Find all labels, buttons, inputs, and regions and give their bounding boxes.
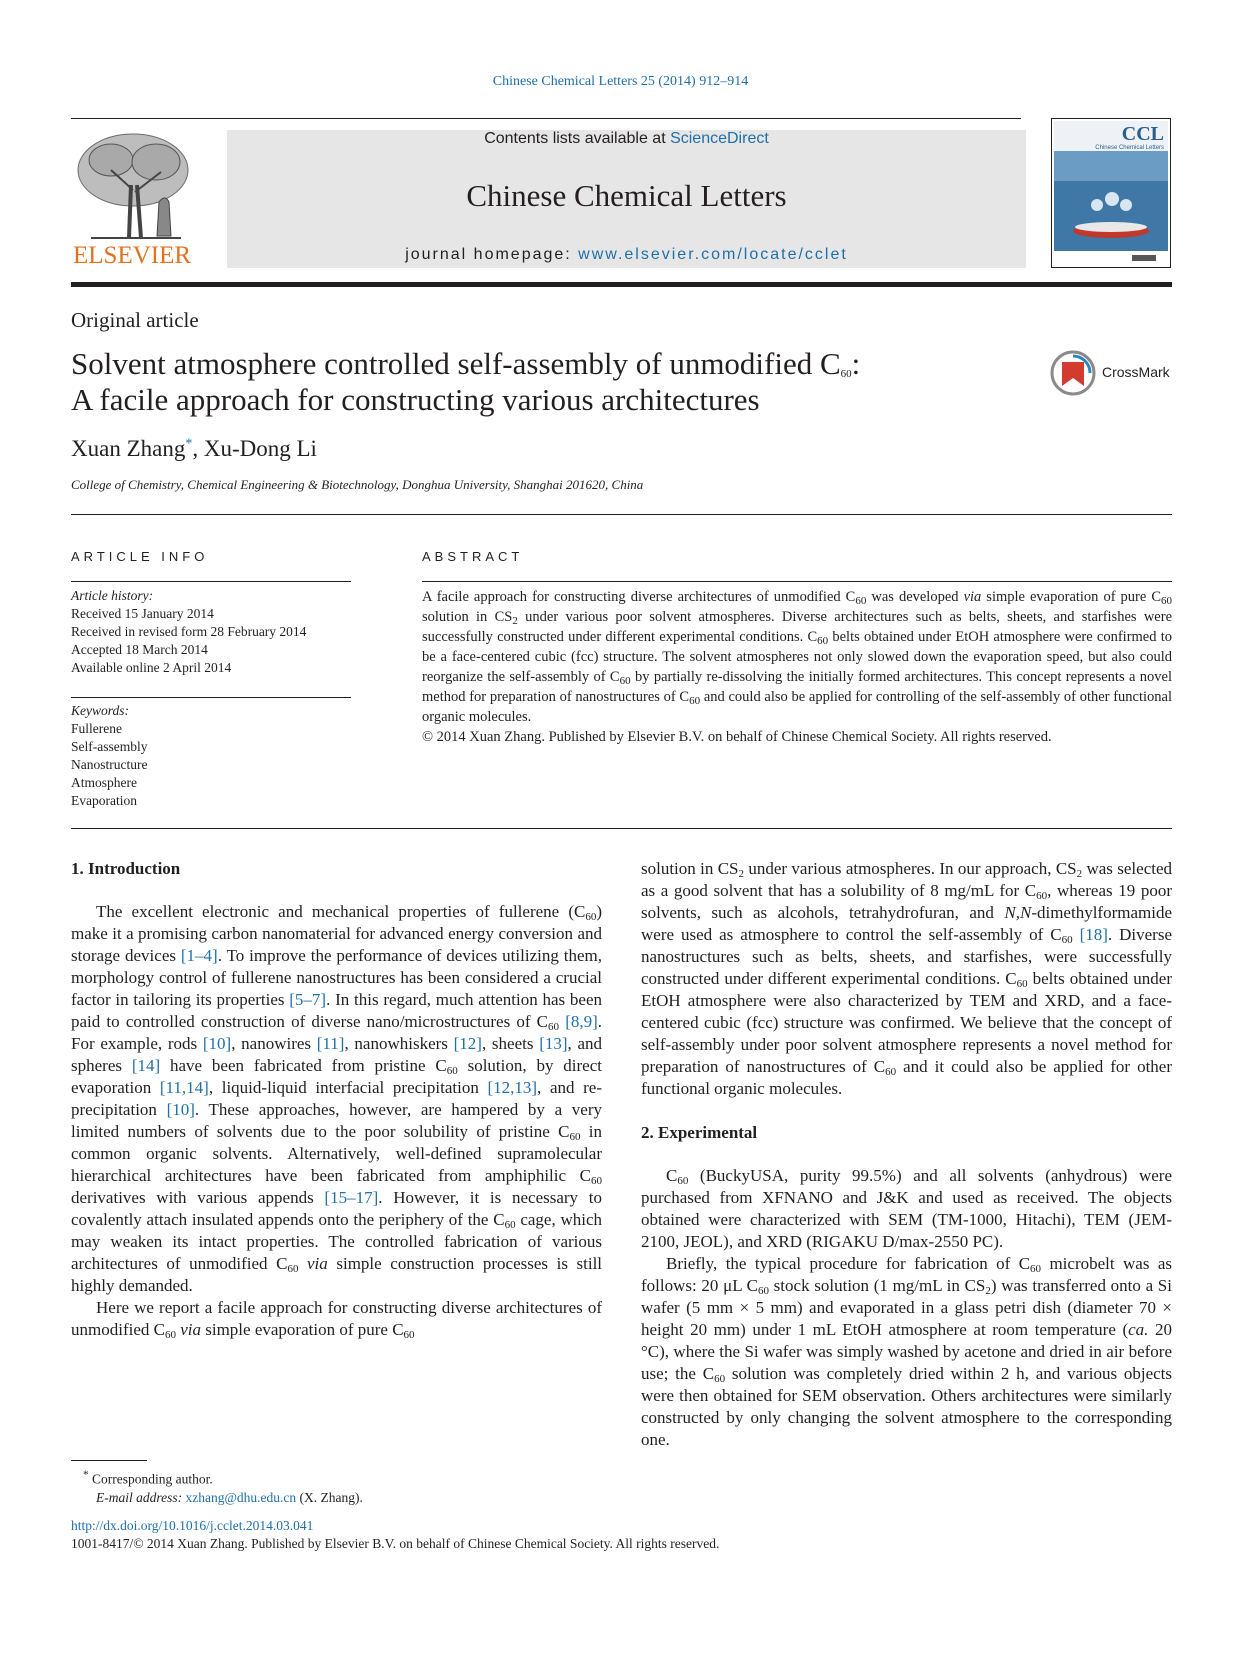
abstract-text: A facile approach for constructing diverse architectures of unmodified $C_{60}$ was developed via simple evaporation of pure $C_{60}$ solution in $CS_2$ under various poor solvent atmospheres. Diverse architectures such as belts, sheets, and starfishes were successfully constructed under different experimental conditions. $C_{60}$ belts obtained under EtOH atmosphere were confirmed to be a face-centered cubic (fcc) structure. The solvent atmospheres not only slowed down the evaporation speed, but also could reorganize the self-assembly of $C_{60}$ by partially re-dissolving the initially formed architectures. This concept represents a novel method for preparation of nanostructures of $C_{60}$ and could also be applied for controlling of the self-assembly of other functional organic molecules. © 2014 Xuan Zhang. Published by Elsevier B.V. on behalf of Chinese Chemical Society. All rights reserved. <box>422 589 1173 745</box>
citation[interactable]: [18] <box>1079 925 1108 944</box>
journal-title: Chinese Chemical Letters <box>466 178 787 213</box>
affiliation: College of Chemistry, Chemical Engineering & Biotechnology, Donghua University, Shanghai 201620, China <box>71 477 644 492</box>
keyword-item: Nanostructure <box>71 757 148 772</box>
journal-banner <box>227 130 1026 268</box>
citation[interactable]: [12,13] <box>487 1078 538 1097</box>
title-line2: A facile approach for constructing various architectures <box>71 382 760 417</box>
citation[interactable]: [10] <box>202 1034 232 1053</box>
issn-copyright: 1001-8417/© 2014 Xuan Zhang. Published by Elsevier B.V. on behalf of Chinese Chemical Society. All rights reserved. <box>71 1536 720 1551</box>
journal-reference[interactable]: Chinese Chemical Letters 25 (2014) 912–914 <box>492 74 749 89</box>
history-item: Received in revised form 28 February 2014 <box>71 624 307 639</box>
corresponding-footnote: * Corresponding author. E-mail address: xzhang@dhu.edu.cn (X. Zhang). <box>83 1469 363 1505</box>
crossmark-badge[interactable] <box>1050 350 1180 398</box>
elsevier-logo[interactable] <box>71 130 201 270</box>
citation[interactable]: [8,9] <box>565 1012 598 1031</box>
doi-link[interactable]: http://dx.doi.org/10.1016/j.cclet.2014.03.041 <box>71 1518 314 1533</box>
sciencedirect-link[interactable]: ScienceDirect <box>670 130 769 147</box>
citation[interactable]: [15–17] <box>324 1188 379 1207</box>
homepage-link[interactable]: www.elsevier.com/locate/cclet <box>578 246 848 263</box>
citation[interactable]: [5–7] <box>289 990 327 1009</box>
article-type: Original article <box>71 308 199 332</box>
keywords-rule <box>71 697 351 698</box>
cover-subtitle: Chinese Chemical Letters <box>1095 145 1164 151</box>
footnote-mark: * <box>83 1469 89 1481</box>
journal-cover[interactable] <box>1051 118 1171 268</box>
citation[interactable]: [10] <box>166 1100 195 1119</box>
citation[interactable]: [12] <box>453 1034 482 1053</box>
crossmark-label: CrossMark <box>1102 364 1170 380</box>
elsevier-wordmark: ELSEVIER <box>73 242 192 269</box>
crossmark-icon <box>1050 350 1096 396</box>
experimental-paragraph-1: $C_{60}$ (BuckyUSA, purity 99.5%) and all solvents (anhydrous) were purchased from XFNANO and J&K and used as received. The objects obtained were characterized with SEM (TM-1000, Hitachi), TEM (JEM-2100, JEOL), and XRD (RIGAKU D/max-2550 PC). <box>641 1166 1172 1251</box>
article-info-rule <box>71 581 351 582</box>
article-info-heading: ARTICLE INFO <box>71 549 209 564</box>
keywords-label: Keywords: <box>71 703 129 718</box>
citation[interactable]: [14] <box>131 1056 161 1075</box>
keyword-item: Fullerene <box>71 721 122 736</box>
contents-line <box>227 130 1026 148</box>
article-title <box>71 346 971 418</box>
history-item: Accepted 18 March 2014 <box>71 642 208 657</box>
header-rule <box>71 118 1021 119</box>
abstract-heading: ABSTRACT <box>422 549 524 564</box>
introduction-heading: 1. Introduction <box>71 859 181 878</box>
keyword-item: Evaporation <box>71 793 137 808</box>
citation[interactable]: [11] <box>316 1034 345 1053</box>
contents-prefix: Contents lists available at <box>484 130 671 147</box>
citation[interactable]: [13] <box>539 1034 568 1053</box>
experimental-paragraph-2: Briefly, the typical procedure for fabrication of $C_{60}$ microbelt was as follows: 20 μL $C_{60}$ stock solution (1 mg/mL in $CS_2$) was transferred onto a Si wafer (5 mm × 5 mm) and evaporated in a glass petri dish (diameter 70 × height 20 mm) under 1 mL EtOH atmosphere at room temperature (ca. 20 °C), where the Si wafer was simply washed by acetone and dried in air before use; the $C_{60}$ solution was completely dried within 2 h, and various objects were then obtained for SEM observation. Others architectures were similarly constructed by only changing the solvent atmosphere to the corresponding one. <box>641 1254 1172 1449</box>
keyword-item: Self-assembly <box>71 739 148 754</box>
body-left-column <box>71 858 602 1341</box>
history-item: Available online 2 April 2014 <box>71 660 232 675</box>
intro-paragraph-2-continued: solution in $CS_2$ under various atmospheres. In our approach, $CS_2$ was selected as a good solvent that has a solubility of 8 mg/mL for $C_{60}$, whereas 19 poor solvents, such as alcohols, tetrahydrofuran, and N,N-dimethylformamide were used as atmosphere to control the self-assembly of $C_{60}$ [18]. Diverse nanostructures such as belts, sheets, and starfishes, were successfully constructed under different experimental conditions. $C_{60}$ belts obtained under EtOH atmosphere were also characterized by TEM and XRD, and a face-centered cubic (fcc) structure was confirmed. We believe that the concept of self-assembly under poor solvent atmosphere represents a novel method for preparation of nanostructures of $C_{60}$ and it could also be applied for other functional organic molecules. <box>641 859 1173 1098</box>
footnote-rule <box>71 1460 147 1461</box>
abstract-bottom-rule <box>71 828 1172 829</box>
citation[interactable]: [11,14] <box>159 1078 209 1097</box>
email-link[interactable]: xzhang@dhu.edu.cn <box>185 1489 297 1505</box>
author-2: Xu-Dong Li <box>203 436 317 461</box>
citation[interactable]: [1–4] <box>180 946 218 965</box>
intro-paragraph-2: Here we report a facile approach for constructing diverse architectures of unmodified $C_{60}$ via simple evaporation of pure $C_{60}$ <box>71 1298 602 1341</box>
history-label: Article history: <box>71 588 154 603</box>
tree-icon <box>71 130 201 242</box>
corresponding-mark[interactable]: * <box>185 436 193 452</box>
intro-paragraph-1: The excellent electronic and mechanical properties of fullerene $(C_{60})$ make it a promising carbon nanomaterial for advanced energy conversion and storage devices [1–4]. To improve the performance of devices utilizing them, morphology control of fullerene nanostructures has been considered a crucial factor in tailoring its properties [5–7]. In this regard, much attention has been paid to controlled construction of diverse nano/microstructures of $C_{60}$ [8,9]. For example, rods [10], nanowires [11], nanowhiskers [12], sheets [13], and spheres [14] have been fabricated from pristine $C_{60}$ solution, by direct evaporation [11,14], liquid-liquid interfacial precipitation [12,13], and re-precipitation [10]. These approaches, however, are hampered by a very limited numbers of solvents due to the poor solubility of pristine $C_{60}$ in common organic solvents. Alternatively, well-defined supramolecular hierarchical architectures have been fabricated from amphiphilic $C_{60}$ derivatives with various appends [15–17]. However, it is necessary to covalently attach insulated appends onto the periphery of the $C_{60}$ cage, which may weaken its intact properties. The controlled fabrication of various architectures of unmodified $C_{60}$ via simple construction processes is still highly demanded. <box>71 902 603 1295</box>
abstract-copyright: © 2014 Xuan Zhang. Published by Elsevier B.V. on behalf of Chinese Chemical Society. All rights reserved. <box>422 729 1052 745</box>
history-item: Received 15 January 2014 <box>71 606 214 621</box>
experimental-heading: 2. Experimental <box>641 1123 758 1142</box>
keywords <box>71 702 351 810</box>
abstract-rule <box>422 581 1172 582</box>
homepage-line <box>227 246 1026 264</box>
author-separator: , <box>192 436 204 461</box>
article-history <box>71 587 351 677</box>
homepage-prefix: journal homepage: <box>405 246 579 263</box>
title-rule <box>71 514 1172 515</box>
cover-logo: CCL <box>1121 123 1164 145</box>
keyword-item: Atmosphere <box>71 775 137 790</box>
title-line1: Solvent atmosphere controlled self-assembly of unmodified $C_{60}$: <box>71 346 861 381</box>
body-right-column <box>641 858 1172 1451</box>
header-thick-rule <box>71 282 1172 287</box>
author-list <box>71 436 317 462</box>
author-1: Xuan Zhang <box>71 436 186 461</box>
